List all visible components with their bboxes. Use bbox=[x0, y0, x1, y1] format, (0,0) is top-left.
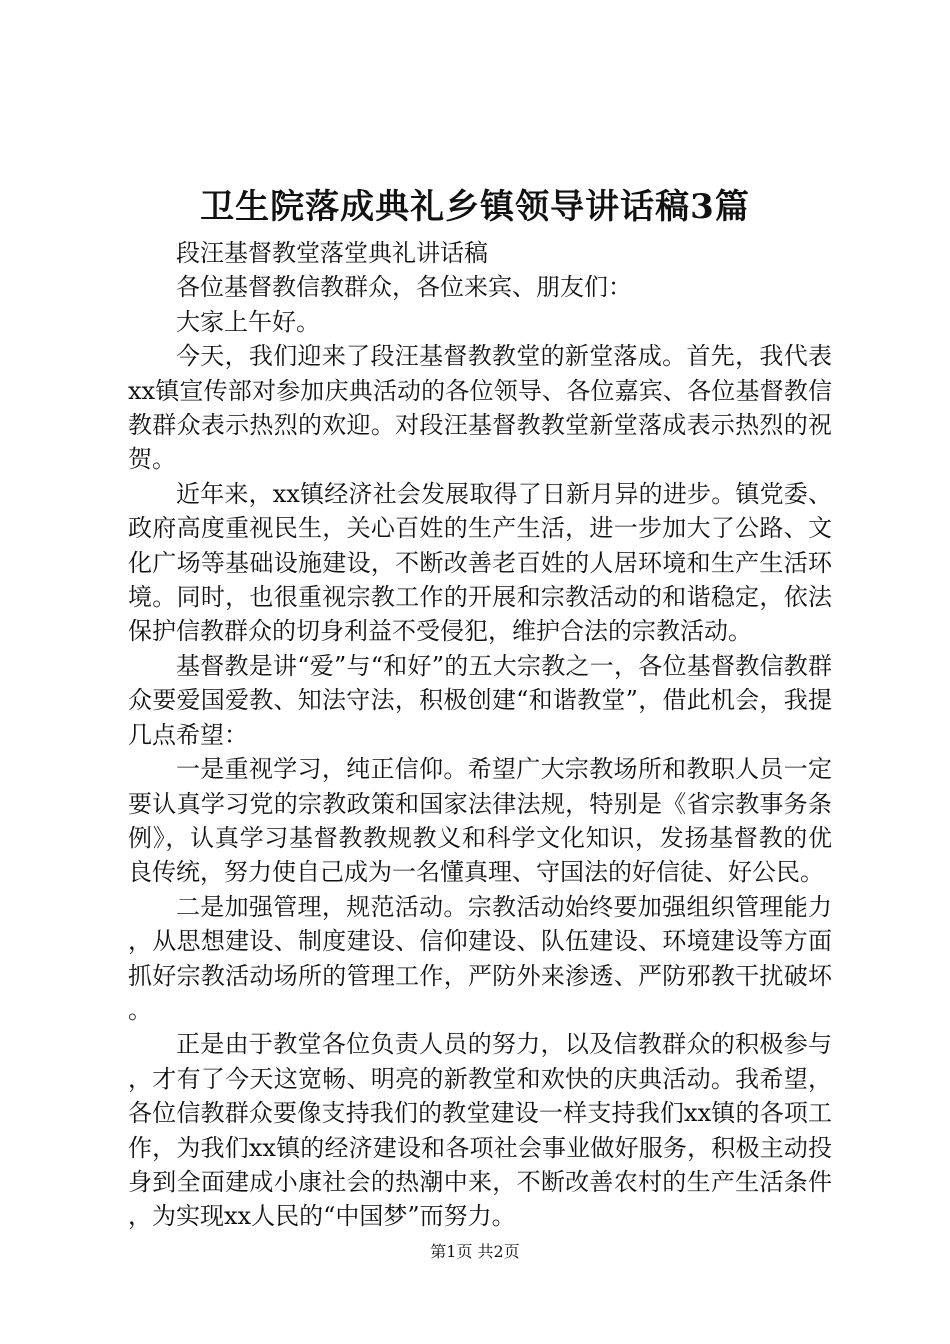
paragraph-salutation: 各位基督教信教群众，各位来宾、朋友们： bbox=[176, 273, 632, 302]
paragraph-hope-one: 一是重视学习，纯正信仰。希望广大宗教场所和教职人员一定要认真学习党的宗教政策和国家法律法规，特别是《省宗教事务条例》，认真学习基督教教规教义和科学文化知识，发扬基督教的优良传统，努力使自己成为一名懂真理、守国法的好信徒、好公民。 bbox=[128, 755, 832, 887]
paragraph-hope-two: 二是加强管理，规范活动。宗教活动始终要加强组织管理能力，从思想建设、制度建设、信仰建设、队伍建设、环境建设等方面抓好宗教活动场所的管理工作，严防外来渗透、严防邪教干扰破坏。 bbox=[128, 892, 832, 1024]
paragraph-welcome: 今天，我们迎来了段汪基督教教堂的新堂落成。首先，我代表xx镇宣传部对参加庆典活动的各位领导、各位嘉宾、各位基督教信教群众表示热烈的欢迎。对段汪基督教教堂新堂落成表示热烈的祝贺。 bbox=[128, 342, 832, 474]
paragraph-hopes-intro: 基督教是讲“爱”与“和好”的五大宗教之一，各位基督教信教群众要爱国爱教、知法守法，积极创建“和谐教堂”，借此机会，我提几点希望： bbox=[128, 651, 832, 749]
paragraph-development: 近年来，xx镇经济社会发展取得了日新月异的进步。镇党委、政府高度重视民生，关心百姓的生产生活，进一步加大了公路、文化广场等基础设施建设，不断改善老百姓的人居环境和生产生活环境。同时，也很重视宗教工作的开展和宗教活动的和谐稳定，依法保护信教群众的切身利益不受侵犯，维护合法的宗教活动。 bbox=[128, 479, 832, 646]
paragraph-speech-heading: 段汪基督教堂落堂典礼讲话稿 bbox=[176, 239, 488, 267]
document-body bbox=[128, 236, 832, 1234]
document-title: 卫生院落成典礼乡镇领导讲话稿3篇 bbox=[200, 187, 750, 227]
paragraph-closing: 正是由于教堂各位负责人员的努力，以及信教群众的积极参与，才有了今天这宽畅、明亮的新教堂和欢快的庆典活动。我希望，各位信教群众要像支持我们的教堂建设一样支持我们xx镇的各项工作，为我们xx镇的经济建设和各项社会事业做好服务，积极主动投身到全面建成小康社会的热潮中来，不断改善农村的生产生活条件，为实现xx人民的“中国梦”而努力。 bbox=[128, 1030, 832, 1231]
page-number-footer: 第1页 共2页 bbox=[430, 1242, 520, 1261]
paragraph-greeting: 大家上午好。 bbox=[176, 307, 320, 336]
